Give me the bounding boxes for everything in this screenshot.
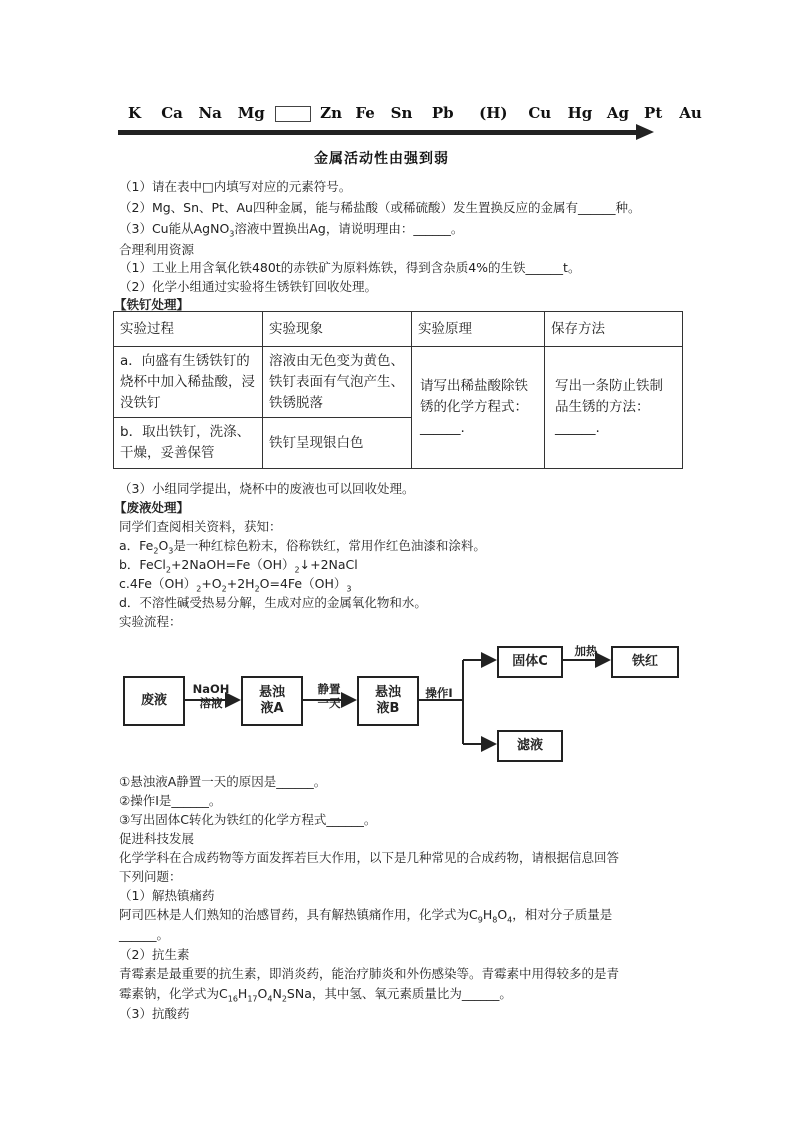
- info-text: a．Fe: [119, 538, 154, 553]
- subscript: 2: [294, 565, 300, 575]
- box-line: 悬浊: [374, 685, 401, 700]
- blank-box: [275, 106, 311, 122]
- tech-text: 阿司匹林是人们熟知的治感冒药，具有解热镇痛作用，化学式为C: [119, 907, 478, 922]
- subscript: 3: [168, 546, 174, 556]
- resource-q3: （3）小组同学提出，烧杯中的废液也可以回收处理。: [119, 481, 415, 496]
- metal: Pb: [431, 104, 454, 122]
- section-resource: 合理利用资源: [119, 242, 195, 257]
- nail-title: 【铁钉处理】: [114, 297, 190, 312]
- tech-intro-1: 化学学科在合成药物等方面发挥若巨大作用，以下是几种常见的合成药物，请根据信息回答: [119, 850, 620, 865]
- series-caption: 金属活动性由强到弱: [314, 151, 449, 167]
- subscript: 17: [247, 994, 258, 1004]
- question-1: （1）请在表中□内填写对应的元素符号。: [119, 179, 352, 194]
- label-line: NaOH: [192, 682, 230, 696]
- cell-phenomenon-a: 溶液由无色变为黄色、铁钉表面有气泡产生、铁锈脱落: [263, 347, 412, 418]
- cell-principle: 请写出稀盐酸除铁锈的化学方程式：______.: [412, 347, 545, 469]
- info-text: +2NaOH=Fe（OH）: [170, 557, 295, 572]
- tech-text: O: [497, 907, 508, 922]
- q3-text: （3）Cu能从AgNO: [119, 221, 230, 236]
- tech-text: O: [257, 986, 268, 1001]
- tech-text: H: [237, 986, 248, 1001]
- subscript: 16: [227, 994, 238, 1004]
- info-text: O=4Fe（OH）: [259, 576, 347, 591]
- section-tech: 促进科技发展: [119, 831, 195, 846]
- subscript: 2: [153, 546, 159, 556]
- label-line: 溶液: [199, 696, 223, 710]
- info-d: d．不溶性碱受热易分解，生成对应的金属氧化物和水。: [119, 595, 427, 610]
- metal: Ca: [161, 104, 183, 122]
- label-line: 一天: [317, 696, 341, 710]
- info-text: c.4Fe（OH）: [119, 576, 197, 591]
- series-arrow: [118, 130, 638, 135]
- tech-q2-line-1: 青霉素是最重要的抗生素，即消炎药，能治疗肺炎和外伤感染等。青霉素中用得较多的是青: [119, 966, 620, 981]
- tech-text: ，相对分子质量是: [512, 907, 613, 922]
- table-header: 实验过程: [114, 312, 263, 347]
- tech-q3-title: （3）抗酸药: [119, 1006, 190, 1021]
- subscript: 2: [165, 565, 171, 575]
- table-header: 实验现象: [263, 312, 412, 347]
- metal-list: [128, 104, 702, 122]
- subscript: 2: [254, 584, 260, 594]
- table-header-row: [114, 312, 683, 347]
- cell-storage: 写出一条防止铁制品生锈的方法：______.: [545, 347, 683, 469]
- subscript: 4: [507, 915, 513, 925]
- metal: K: [128, 104, 142, 122]
- metal: Na: [198, 104, 222, 122]
- table-header: 实验原理: [412, 312, 545, 347]
- subscript: 2: [196, 584, 202, 594]
- cell-process-a: a．向盛有生锈铁钉的烧杯中加入稀盐酸，浸没铁钉: [114, 347, 263, 418]
- subscript: 9: [477, 915, 483, 925]
- tech-text: N: [272, 986, 282, 1001]
- box-filtrate: 滤液: [497, 730, 563, 762]
- metal: Ag: [606, 104, 629, 122]
- info-intro: 同学们查阅相关资料，获知：: [119, 519, 282, 534]
- box-line: 液B: [376, 701, 400, 716]
- label-operation: 操作Ⅰ: [425, 686, 453, 700]
- resource-q2: （2）化学小组通过实验将生锈铁钉回收处理。: [119, 279, 377, 294]
- subscript: 3: [346, 584, 352, 594]
- question-3: [119, 220, 463, 243]
- waste-title: 【废液处理】: [114, 500, 190, 515]
- label-line: 静置: [317, 682, 341, 696]
- metal: Cu: [528, 104, 552, 122]
- info-text: ↓+2NaCl: [299, 557, 358, 572]
- tech-intro-2: 下列问题：: [119, 869, 182, 884]
- cell-process-b: b．取出铁钉，洗涤、干燥，妥善保管: [114, 418, 263, 469]
- tech-q2-title: （2）抗生素: [119, 947, 190, 962]
- tech-q1-title: （1）解热镇痛药: [119, 888, 215, 903]
- box-iron-red: 铁红: [611, 646, 679, 678]
- subscript: 2: [281, 994, 287, 1004]
- flow-intro: 实验流程：: [119, 614, 182, 629]
- subscript: 4: [267, 994, 273, 1004]
- metal: Au: [679, 104, 702, 122]
- table-header: 保存方法: [545, 312, 683, 347]
- subscript: 8: [492, 915, 498, 925]
- tech-text: 霉素钠，化学式为C: [119, 986, 228, 1001]
- experiment-table: [113, 311, 683, 469]
- cell-phenomenon-b: 铁钉呈现银白色: [263, 418, 412, 469]
- metal: Pt: [644, 104, 663, 122]
- info-text: b．FeCl: [119, 557, 166, 572]
- info-text: 是一种红棕色粉末，俗称铁红，常用作红色油漆和涂料。: [173, 538, 486, 553]
- table-row: [114, 347, 683, 418]
- info-text: +O: [201, 576, 222, 591]
- flow-q1: ①悬浊液A静置一天的原因是______。: [119, 774, 327, 789]
- resource-q1: （1）工业上用含氧化铁480t的赤铁矿为原料炼铁，得到含杂质4%的生铁______t。: [119, 260, 581, 275]
- box-suspension-b: [357, 676, 419, 726]
- box-line: 悬浊: [258, 685, 285, 700]
- activity-series: [118, 98, 702, 178]
- arrow-head-icon: [636, 124, 654, 140]
- metal: (H): [479, 104, 508, 122]
- metal: Fe: [355, 104, 375, 122]
- metal: Mg: [237, 104, 265, 122]
- metal: Zn: [320, 104, 343, 122]
- box-waste: 废液: [123, 676, 185, 726]
- metal: Sn: [390, 104, 413, 122]
- tech-text: H: [482, 907, 493, 922]
- tech-text: SNa，其中氢、氧元素质量比为______。: [286, 986, 512, 1001]
- info-text: +2H: [226, 576, 255, 591]
- info-text: O: [158, 538, 169, 553]
- box-suspension-a: [241, 676, 303, 726]
- question-2: （2）Mg、Sn、Pt、Au四种金属，能与稀盐酸（或稀硫酸）发生置换反应的金属有______种。: [119, 200, 641, 215]
- tech-q1-line: [119, 906, 612, 929]
- label-stand: [303, 682, 355, 710]
- box-solid-c: 固体C: [497, 646, 563, 678]
- subscript: 2: [221, 584, 227, 594]
- flow-q2: ②操作Ⅰ是______。: [119, 793, 222, 808]
- label-heat: 加热: [574, 644, 598, 658]
- subscript: 3: [229, 229, 235, 239]
- q3-text: 溶液中置换出Ag，请说明理由：______。: [234, 221, 464, 236]
- flow-q3: ③写出固体C转化为铁红的化学方程式______。: [119, 812, 377, 827]
- box-line: 液A: [260, 701, 284, 716]
- label-naoh: [183, 682, 239, 710]
- metal: Hg: [567, 104, 593, 122]
- tech-q1-blank: ______。: [119, 927, 170, 942]
- flow-diagram: [119, 640, 689, 772]
